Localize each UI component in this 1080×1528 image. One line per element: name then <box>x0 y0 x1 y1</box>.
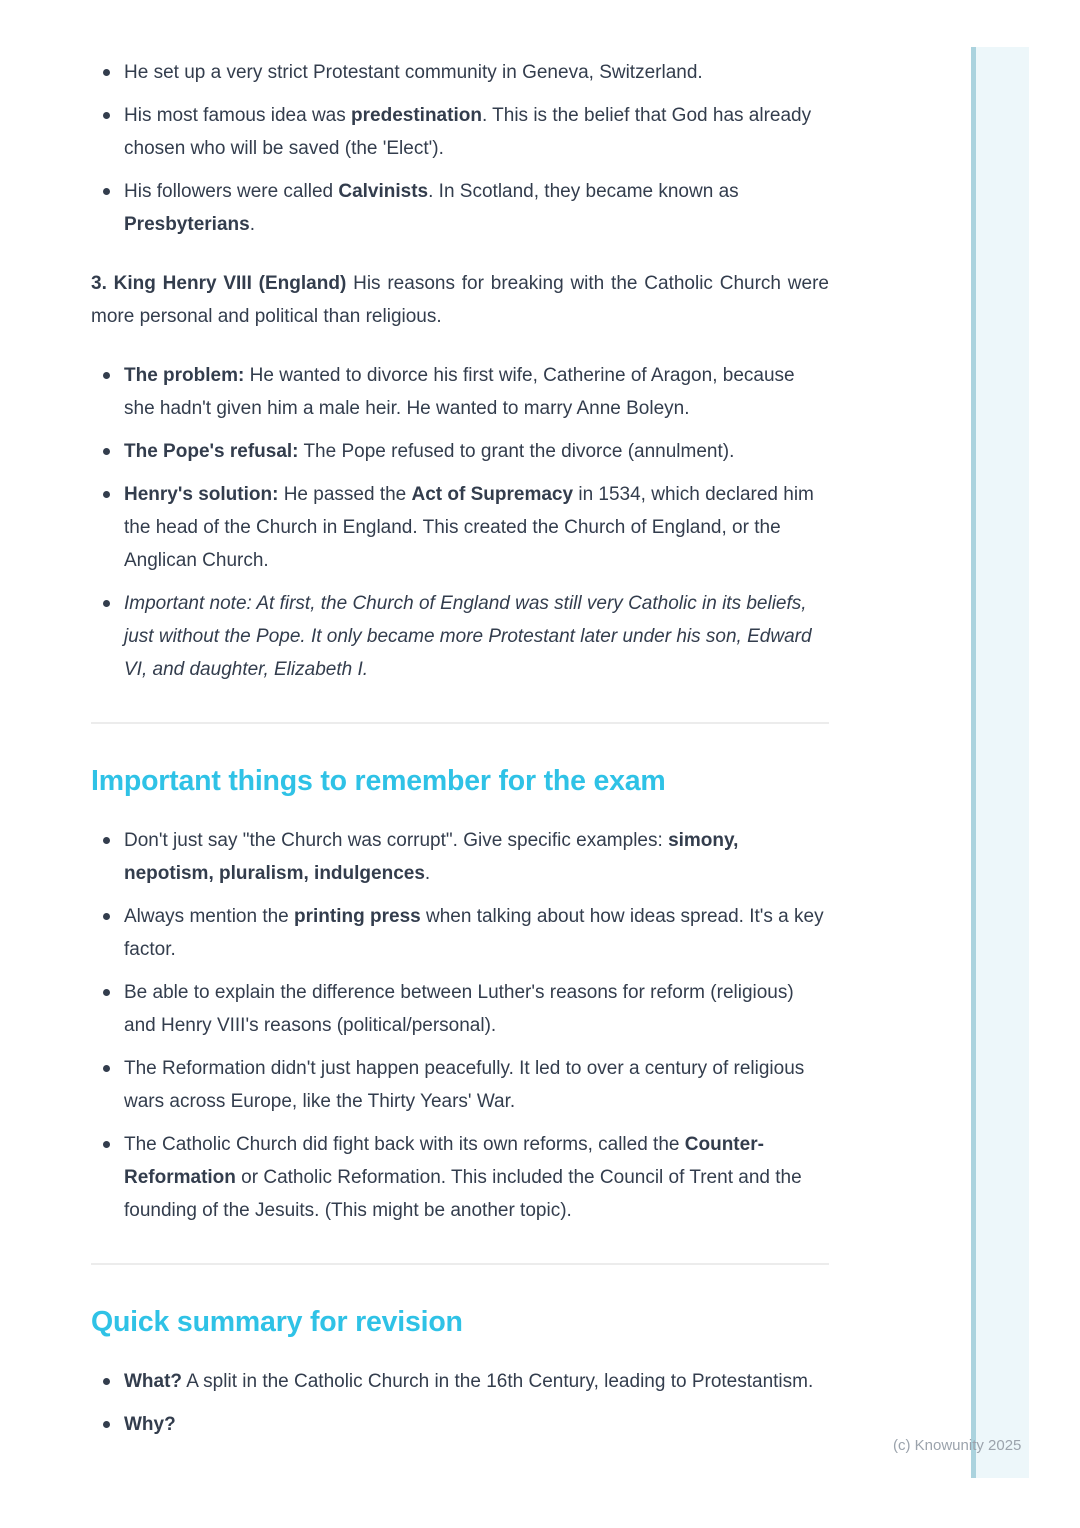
text-segment: Don't just say "the Church was corrupt". Give specific examples: <box>124 830 669 851</box>
text-segment: The Catholic Church did fight back with its own reforms, called the <box>124 1134 685 1155</box>
henry-viii-paragraph <box>91 267 835 333</box>
exam-tips-heading: Important things to remember for the exam <box>91 765 666 797</box>
list-item <box>124 824 829 890</box>
text-segment: Important note: At first, the Church of England was still very Catholic in its beliefs, just without the Pope. It only became more Protestant later under his son, Edward VI, and daughter, Elizabeth I. <box>124 593 817 680</box>
text-segment: Act of Supremacy <box>411 484 574 505</box>
list-item <box>124 1365 829 1398</box>
text-segment: . This is the belief that God has already chosen who will be saved (the 'Elect'). <box>124 105 817 159</box>
text-segment: The Reformation didn't just happen peacefully. It led to over a century of religious wars across Europe, like the Thirty Years' War. <box>124 1058 810 1112</box>
text-segment: His followers were called <box>124 181 339 202</box>
text-segment: . <box>424 863 431 884</box>
text-segment: Always mention the <box>124 906 295 927</box>
text-segment: in 1534, which declared him the head of the Church in England. This created the Church of England, or the Anglican Church. <box>124 484 820 571</box>
list-item <box>124 56 829 89</box>
text-segment: The Pope's refusal: <box>124 441 299 462</box>
list-item <box>124 1128 829 1227</box>
section-divider-1 <box>91 722 829 724</box>
text-segment: Calvinists <box>338 181 429 202</box>
quick-summary-list <box>91 1365 829 1441</box>
text-segment: when talking about how ideas spread. It's a key factor. <box>124 906 829 960</box>
text-segment: Be able to explain the difference between Luther's reasons for reform (religious) and Henry VIII's reasons (political/personal). <box>124 982 799 1036</box>
list-item <box>124 900 829 966</box>
text-segment: or Catholic Reformation. This included the Council of Trent and the founding of the Jesuits. (This might be another topic). <box>124 1167 807 1221</box>
calvin-points-list <box>91 56 829 241</box>
list-item <box>124 359 829 425</box>
text-segment: His reasons for breaking with the Catholic Church were more personal and political than religious. <box>91 273 835 327</box>
quick-summary-heading: Quick summary for revision <box>91 1306 463 1338</box>
list-item <box>124 1052 829 1118</box>
text-segment: predestination <box>351 105 482 126</box>
side-accent-strip <box>971 47 1029 1478</box>
text-segment: simony, nepotism, pluralism, indulgences <box>124 830 744 884</box>
list-item <box>124 175 829 241</box>
list-item <box>124 435 829 468</box>
text-segment: His most famous idea was <box>124 105 352 126</box>
text-segment: What? <box>124 1371 183 1392</box>
list-item <box>124 1408 829 1441</box>
text-segment: He wanted to divorce his first wife, Catherine of Aragon, because she hadn't given him a male heir. He wanted to marry Anne Boleyn. <box>124 365 800 419</box>
text-segment: Why? <box>124 1414 176 1435</box>
exam-tips-list <box>91 824 829 1227</box>
text-segment: He passed the <box>278 484 412 505</box>
watermark: (c) Knowunity 2025 <box>893 1437 1022 1454</box>
text-segment: printing press <box>294 906 421 927</box>
text-segment: . <box>249 214 255 235</box>
section-divider-2 <box>91 1263 829 1265</box>
text-segment: Presbyterians <box>124 214 250 235</box>
text-segment: The problem: <box>124 365 245 386</box>
text-segment: He set up a very strict Protestant community in Geneva, Switzerland. <box>124 62 703 83</box>
text-segment: A split in the Catholic Church in the 16th Century, leading to Protestantism. <box>182 1371 814 1392</box>
list-item <box>124 587 829 686</box>
list-item <box>124 99 829 165</box>
text-segment: . In Scotland, they became known as <box>428 181 744 202</box>
henry-viii-points-list <box>91 359 829 686</box>
text-segment: 3. King Henry VIII (England) <box>91 273 347 294</box>
text-segment: Henry's solution: <box>124 484 279 505</box>
text-segment: Counter-Reformation <box>124 1134 764 1188</box>
text-segment: The Pope refused to grant the divorce (annulment). <box>298 441 735 462</box>
list-item <box>124 478 829 577</box>
list-item <box>124 976 829 1042</box>
document-content <box>91 46 835 1455</box>
